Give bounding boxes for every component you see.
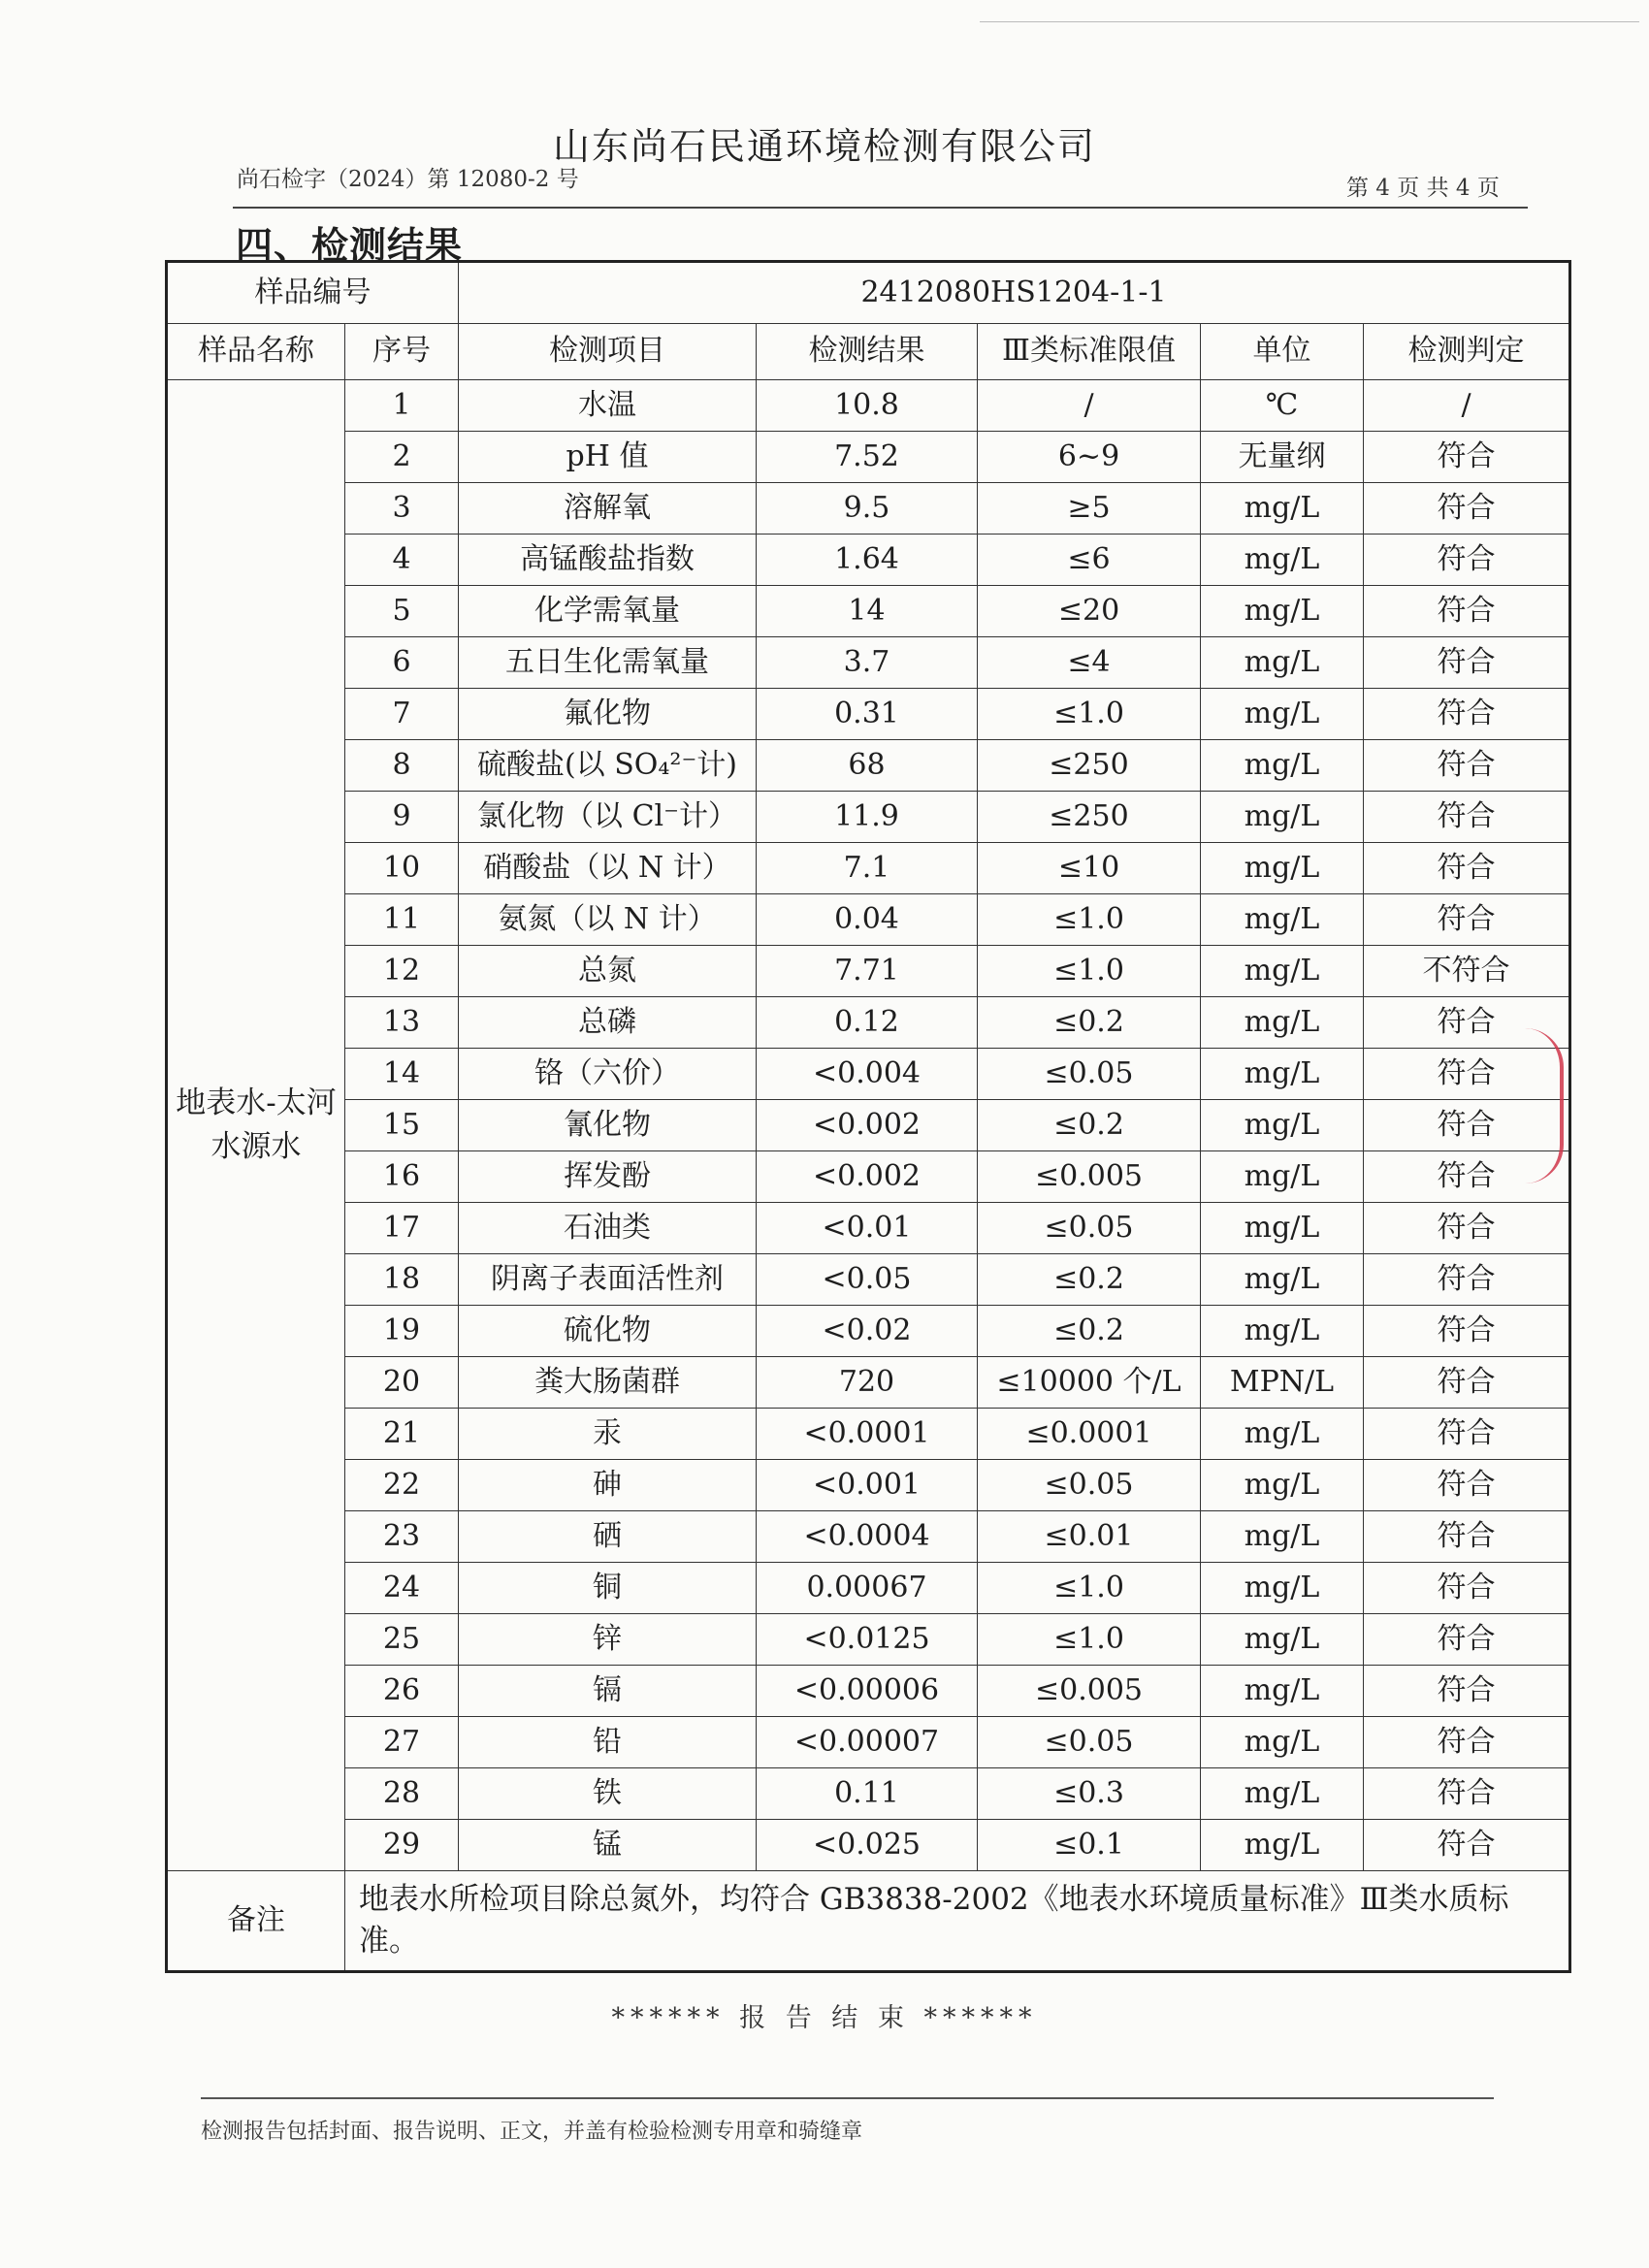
cell-limit: / (978, 380, 1201, 432)
table-row (167, 689, 1570, 740)
cell-item: 阴离子表面活性剂 (459, 1254, 757, 1306)
table-row (167, 1563, 1570, 1614)
cell-item: 硝酸盐（以 N 计） (459, 843, 757, 894)
cell-item: 锌 (459, 1614, 757, 1666)
sample-code-value: 2412080HS1204-1-1 (459, 262, 1570, 324)
seal-stamp-fragment (1525, 1028, 1564, 1183)
column-header-limit: Ⅲ类标准限值 (978, 324, 1201, 380)
table-row (167, 483, 1570, 535)
cell-unit: mg/L (1201, 1717, 1364, 1768)
sample-code-label: 样品编号 (167, 262, 459, 324)
cell-seq: 16 (345, 1151, 459, 1203)
table-row (167, 1203, 1570, 1254)
cell-limit: ≤1.0 (978, 946, 1201, 997)
cell-seq: 5 (345, 586, 459, 637)
cell-result: <0.0001 (757, 1409, 978, 1460)
cell-seq: 12 (345, 946, 459, 997)
cell-limit: ≤4 (978, 637, 1201, 689)
cell-result: 0.31 (757, 689, 978, 740)
cell-seq: 19 (345, 1306, 459, 1357)
table-row (167, 535, 1570, 586)
cell-limit: ≤6 (978, 535, 1201, 586)
results-table (165, 260, 1571, 1973)
cell-judgement: / (1364, 380, 1570, 432)
cell-unit: mg/L (1201, 1203, 1364, 1254)
cell-item: 石油类 (459, 1203, 757, 1254)
cell-judgement: 符合 (1364, 792, 1570, 843)
cell-result: <0.001 (757, 1460, 978, 1511)
table-row (167, 740, 1570, 792)
cell-unit: mg/L (1201, 946, 1364, 997)
sample-code-row (167, 262, 1570, 324)
cell-limit: ≤0.005 (978, 1666, 1201, 1717)
cell-seq: 22 (345, 1460, 459, 1511)
table-row (167, 894, 1570, 946)
cell-result: <0.002 (757, 1100, 978, 1151)
remark-text: 地表水所检项目除总氮外，均符合 GB3838-2002《地表水环境质量标准》Ⅲ类水质标准。 (345, 1871, 1570, 1972)
cell-judgement: 符合 (1364, 1460, 1570, 1511)
table-row (167, 843, 1570, 894)
column-header-sample-name: 样品名称 (167, 324, 345, 380)
cell-limit: ≤250 (978, 792, 1201, 843)
cell-limit: ≤0.3 (978, 1768, 1201, 1820)
cell-judgement: 符合 (1364, 432, 1570, 483)
cell-limit: ≤10000 个/L (978, 1357, 1201, 1409)
table-row (167, 1306, 1570, 1357)
cell-item: 硒 (459, 1511, 757, 1563)
cell-result: <0.01 (757, 1203, 978, 1254)
table-row (167, 1614, 1570, 1666)
table-row (167, 1717, 1570, 1768)
cell-item: 铬（六价） (459, 1049, 757, 1100)
cell-seq: 24 (345, 1563, 459, 1614)
cell-result: 3.7 (757, 637, 978, 689)
cell-seq: 9 (345, 792, 459, 843)
report-number: 尚石检字（2024）第 12080-2 号 (237, 167, 579, 192)
cell-judgement: 符合 (1364, 1614, 1570, 1666)
cell-result: <0.0125 (757, 1614, 978, 1666)
cell-item: 氨氮（以 N 计） (459, 894, 757, 946)
table-row (167, 432, 1570, 483)
cell-seq: 7 (345, 689, 459, 740)
cell-item: 砷 (459, 1460, 757, 1511)
cell-unit: mg/L (1201, 740, 1364, 792)
cell-seq: 10 (345, 843, 459, 894)
table-row (167, 946, 1570, 997)
cell-judgement: 符合 (1364, 1100, 1570, 1151)
cell-seq: 1 (345, 380, 459, 432)
cell-judgement: 符合 (1364, 997, 1570, 1049)
table-row (167, 637, 1570, 689)
cell-unit: mg/L (1201, 1820, 1364, 1871)
cell-judgement: 符合 (1364, 1254, 1570, 1306)
cell-unit: mg/L (1201, 1460, 1364, 1511)
cell-unit: mg/L (1201, 1614, 1364, 1666)
column-header-row (167, 324, 1570, 380)
cell-unit: mg/L (1201, 586, 1364, 637)
cell-result: <0.025 (757, 1820, 978, 1871)
cell-limit: ≤1.0 (978, 689, 1201, 740)
table-row (167, 1666, 1570, 1717)
cell-item: 溶解氧 (459, 483, 757, 535)
footer-divider (201, 2097, 1494, 2099)
cell-limit: ≤0.2 (978, 1306, 1201, 1357)
cell-result: <0.02 (757, 1306, 978, 1357)
top-edge-line (980, 21, 1639, 22)
cell-unit: mg/L (1201, 1511, 1364, 1563)
table-row (167, 792, 1570, 843)
cell-seq: 20 (345, 1357, 459, 1409)
column-header-seq: 序号 (345, 324, 459, 380)
cell-item: 高锰酸盐指数 (459, 535, 757, 586)
cell-judgement: 符合 (1364, 689, 1570, 740)
cell-seq: 4 (345, 535, 459, 586)
cell-item: 挥发酚 (459, 1151, 757, 1203)
cell-result: 0.00067 (757, 1563, 978, 1614)
cell-item: 锰 (459, 1820, 757, 1871)
cell-result: <0.0004 (757, 1511, 978, 1563)
cell-judgement: 符合 (1364, 1820, 1570, 1871)
cell-limit: ≤250 (978, 740, 1201, 792)
cell-seq: 23 (345, 1511, 459, 1563)
cell-seq: 29 (345, 1820, 459, 1871)
cell-judgement: 符合 (1364, 1203, 1570, 1254)
cell-unit: mg/L (1201, 1563, 1364, 1614)
cell-item: 水温 (459, 380, 757, 432)
cell-judgement: 符合 (1364, 1717, 1570, 1768)
cell-seq: 14 (345, 1049, 459, 1100)
cell-judgement: 符合 (1364, 1666, 1570, 1717)
cell-result: 0.11 (757, 1768, 978, 1820)
cell-item: 五日生化需氧量 (459, 637, 757, 689)
cell-unit: mg/L (1201, 1768, 1364, 1820)
cell-item: 硫化物 (459, 1306, 757, 1357)
cell-unit: mg/L (1201, 792, 1364, 843)
cell-judgement: 符合 (1364, 586, 1570, 637)
cell-judgement: 符合 (1364, 1151, 1570, 1203)
cell-result: <0.004 (757, 1049, 978, 1100)
cell-seq: 13 (345, 997, 459, 1049)
cell-item: 铜 (459, 1563, 757, 1614)
cell-limit: ≤0.0001 (978, 1409, 1201, 1460)
cell-limit: 6~9 (978, 432, 1201, 483)
table-row (167, 1357, 1570, 1409)
cell-limit: ≤0.05 (978, 1203, 1201, 1254)
section-title: 四、检测结果 (236, 223, 464, 267)
cell-result: 9.5 (757, 483, 978, 535)
cell-unit: mg/L (1201, 535, 1364, 586)
cell-judgement: 符合 (1364, 740, 1570, 792)
cell-seq: 18 (345, 1254, 459, 1306)
cell-item: 镉 (459, 1666, 757, 1717)
cell-limit: ≤0.005 (978, 1151, 1201, 1203)
cell-limit: ≤0.1 (978, 1820, 1201, 1871)
cell-item: 总氮 (459, 946, 757, 997)
cell-item: 硫酸盐(以 SO₄²⁻计) (459, 740, 757, 792)
cell-limit: ≥5 (978, 483, 1201, 535)
cell-item: 铅 (459, 1717, 757, 1768)
company-name: 山东尚石民通环境检测有限公司 (552, 125, 1096, 168)
cell-unit: mg/L (1201, 1409, 1364, 1460)
cell-result: <0.002 (757, 1151, 978, 1203)
table-row (167, 1768, 1570, 1820)
cell-limit: ≤0.05 (978, 1717, 1201, 1768)
cell-seq: 2 (345, 432, 459, 483)
footer-note: 检测报告包括封面、报告说明、正文，并盖有检验检测专用章和骑缝章 (201, 2120, 863, 2144)
cell-result: 1.64 (757, 535, 978, 586)
cell-limit: ≤20 (978, 586, 1201, 637)
cell-item: 氰化物 (459, 1100, 757, 1151)
cell-seq: 25 (345, 1614, 459, 1666)
cell-unit: mg/L (1201, 894, 1364, 946)
cell-seq: 17 (345, 1203, 459, 1254)
cell-judgement: 符合 (1364, 1511, 1570, 1563)
column-header-judgement: 检测判定 (1364, 324, 1570, 380)
cell-unit: 无量纲 (1201, 432, 1364, 483)
cell-item: 总磷 (459, 997, 757, 1049)
table-row (167, 1151, 1570, 1203)
column-header-unit: 单位 (1201, 324, 1364, 380)
cell-limit: ≤10 (978, 843, 1201, 894)
cell-unit: mg/L (1201, 637, 1364, 689)
cell-result: 14 (757, 586, 978, 637)
sample-name-cell: 地表水-太河水源水 (167, 380, 345, 1871)
cell-seq: 28 (345, 1768, 459, 1820)
column-header-result: 检测结果 (757, 324, 978, 380)
cell-unit: mg/L (1201, 483, 1364, 535)
cell-seq: 6 (345, 637, 459, 689)
cell-unit: mg/L (1201, 1306, 1364, 1357)
cell-unit: mg/L (1201, 843, 1364, 894)
cell-limit: ≤0.05 (978, 1049, 1201, 1100)
cell-judgement: 符合 (1364, 1563, 1570, 1614)
cell-unit: mg/L (1201, 1666, 1364, 1717)
cell-unit: mg/L (1201, 1049, 1364, 1100)
table-row (167, 1511, 1570, 1563)
cell-result: <0.05 (757, 1254, 978, 1306)
cell-item: 化学需氧量 (459, 586, 757, 637)
table-row (167, 586, 1570, 637)
cell-result: 68 (757, 740, 978, 792)
cell-result: 7.52 (757, 432, 978, 483)
cell-result: 7.1 (757, 843, 978, 894)
cell-item: 粪大肠菌群 (459, 1357, 757, 1409)
cell-unit: ℃ (1201, 380, 1364, 432)
cell-judgement: 符合 (1364, 1768, 1570, 1820)
cell-unit: MPN/L (1201, 1357, 1364, 1409)
cell-unit: mg/L (1201, 689, 1364, 740)
cell-limit: ≤0.05 (978, 1460, 1201, 1511)
cell-limit: ≤1.0 (978, 894, 1201, 946)
cell-result: <0.00006 (757, 1666, 978, 1717)
table-row (167, 1460, 1570, 1511)
cell-judgement: 符合 (1364, 1357, 1570, 1409)
remark-row (167, 1871, 1570, 1972)
column-header-item: 检测项目 (459, 324, 757, 380)
cell-result: <0.00007 (757, 1717, 978, 1768)
cell-result: 10.8 (757, 380, 978, 432)
cell-unit: mg/L (1201, 997, 1364, 1049)
cell-result: 0.12 (757, 997, 978, 1049)
cell-limit: ≤1.0 (978, 1614, 1201, 1666)
cell-seq: 11 (345, 894, 459, 946)
cell-result: 0.04 (757, 894, 978, 946)
cell-unit: mg/L (1201, 1151, 1364, 1203)
cell-seq: 15 (345, 1100, 459, 1151)
cell-item: 氯化物（以 Cl⁻计） (459, 792, 757, 843)
cell-limit: ≤1.0 (978, 1563, 1201, 1614)
table-row (167, 380, 1570, 432)
cell-limit: ≤0.01 (978, 1511, 1201, 1563)
header-divider (233, 207, 1528, 209)
cell-seq: 3 (345, 483, 459, 535)
remark-label: 备注 (167, 1871, 345, 1972)
cell-result: 7.71 (757, 946, 978, 997)
cell-seq: 26 (345, 1666, 459, 1717)
cell-limit: ≤0.2 (978, 1254, 1201, 1306)
cell-judgement: 不符合 (1364, 946, 1570, 997)
cell-judgement: 符合 (1364, 1306, 1570, 1357)
cell-result: 11.9 (757, 792, 978, 843)
cell-item: 铁 (459, 1768, 757, 1820)
page-number: 第 4 页 共 4 页 (1346, 176, 1500, 201)
cell-seq: 8 (345, 740, 459, 792)
cell-item: 氟化物 (459, 689, 757, 740)
cell-seq: 21 (345, 1409, 459, 1460)
table-row (167, 997, 1570, 1049)
cell-item: 汞 (459, 1409, 757, 1460)
cell-judgement: 符合 (1364, 637, 1570, 689)
cell-judgement: 符合 (1364, 894, 1570, 946)
cell-seq: 27 (345, 1717, 459, 1768)
table-row (167, 1409, 1570, 1460)
cell-limit: ≤0.2 (978, 1100, 1201, 1151)
cell-judgement: 符合 (1364, 843, 1570, 894)
cell-unit: mg/L (1201, 1100, 1364, 1151)
cell-unit: mg/L (1201, 1254, 1364, 1306)
table-row (167, 1820, 1570, 1871)
cell-item: pH 值 (459, 432, 757, 483)
cell-judgement: 符合 (1364, 535, 1570, 586)
table-row (167, 1254, 1570, 1306)
cell-limit: ≤0.2 (978, 997, 1201, 1049)
cell-judgement: 符合 (1364, 483, 1570, 535)
report-end-mark: ****** 报 告 结 束 ****** (611, 2003, 1038, 2033)
cell-result: 720 (757, 1357, 978, 1409)
cell-judgement: 符合 (1364, 1409, 1570, 1460)
table-row (167, 1049, 1570, 1100)
table-row (167, 1100, 1570, 1151)
cell-judgement: 符合 (1364, 1049, 1570, 1100)
